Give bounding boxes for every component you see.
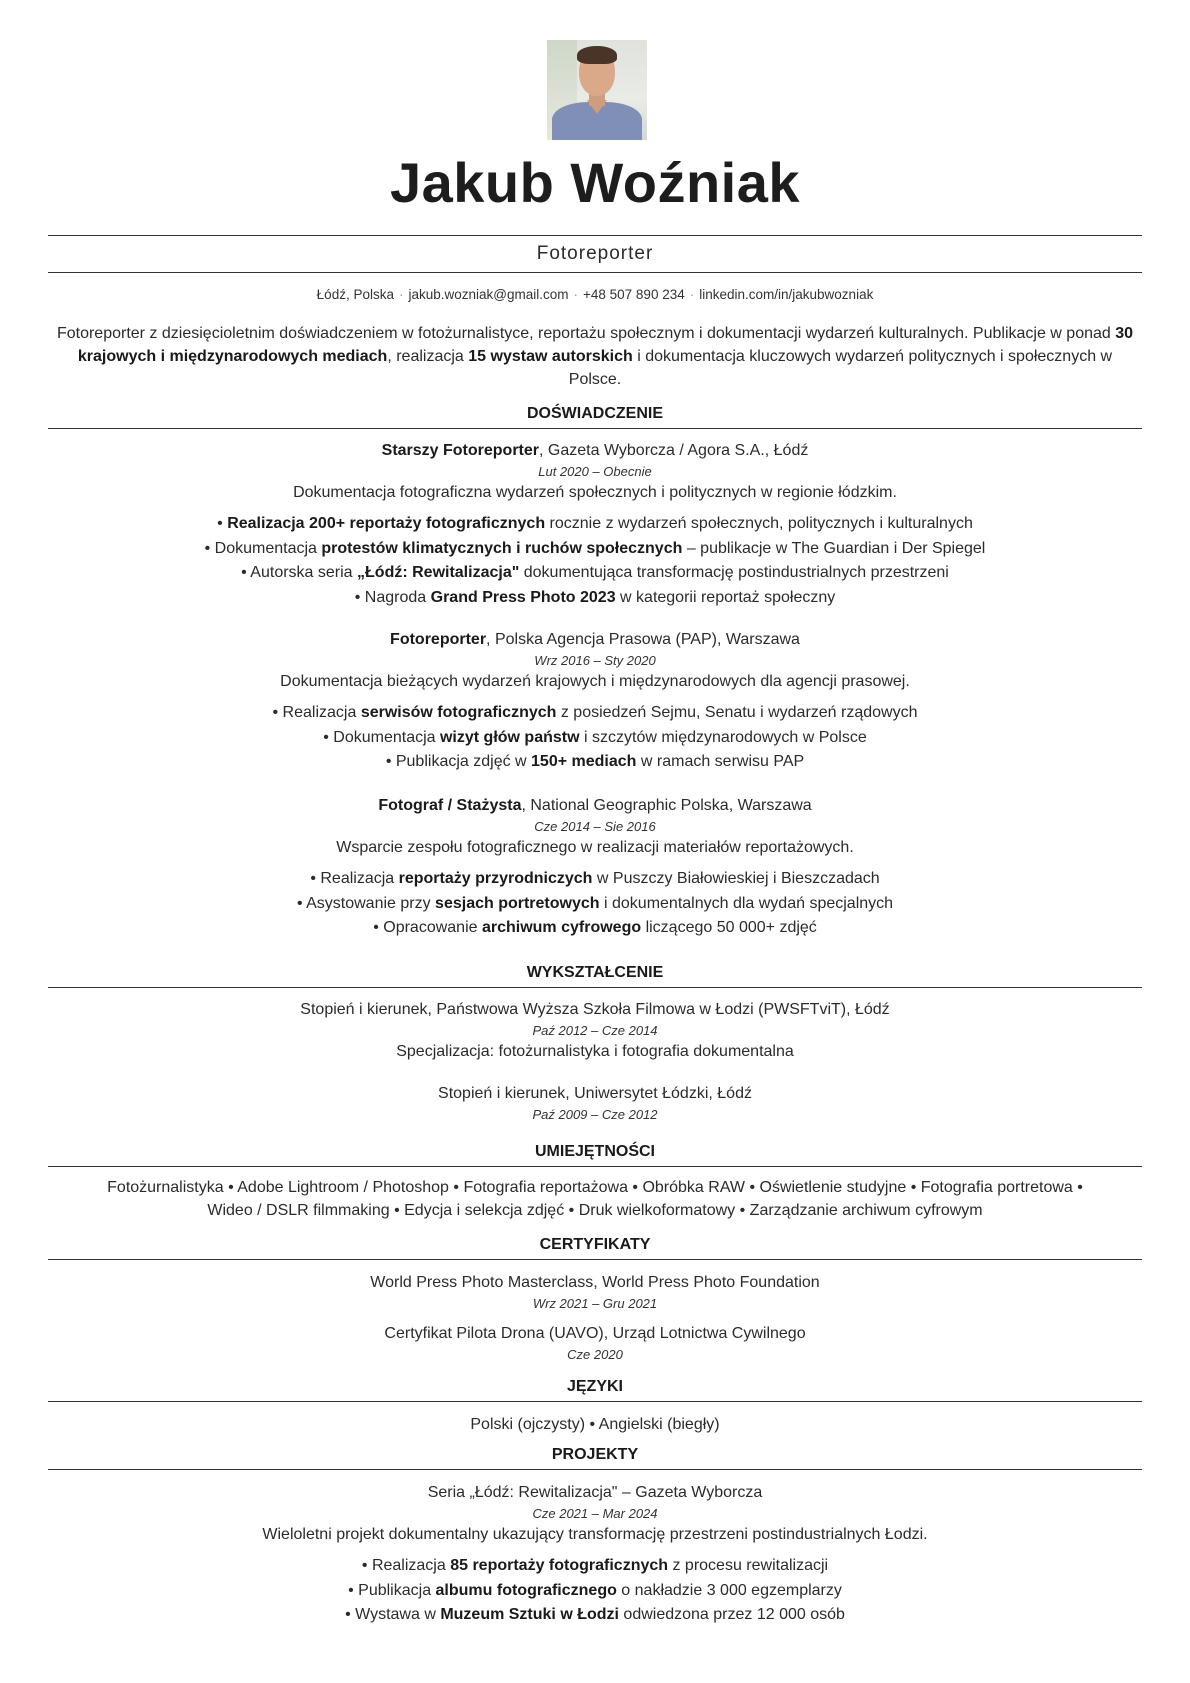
skills-list: Fotożurnalistyka • Adobe Lightroom / Photoshop • Fotografia reportażowa • Obróbka RAW • Oświetlenie studyjne • Fotografia portretowa • Wideo / DSLR filmmaking • Edycja i selekcja zdjęć • Druk wielkoformatowy • Zarządzanie archiwum cyfrowym [107,1179,1083,1219]
dates: Cze 2014 – Sie 2016 [534,819,656,834]
experience-item: Starszy Fotoreporter, Gazeta Wyborcza / Agora S.A., Łódź Lut 2020 – Obecnie Dokumentacja fotograficzna wydarzeń społecznych i politycznych w regionie łódzkim. • Realizacja 200+ reportaży fotograficznych rocznie z wydarzeń społecznych, politycznych i kulturalnych • Dokumentacja protestów klimatycznych i ruchów społecznych – publikacje w The Guardian i Der Spiegel • Autorska seria „Łódź: Rewitalizacja" dokumentująca transformację postindustrialnych przestrzeni • Nagroda Grand Press Photo 2023 w kategorii reportaż społeczny [48,440,1142,610]
education-item: Stopień i kierunek, Uniwersytet Łódzki, Łódź Paź 2009 – Cze 2012 [438,1085,752,1122]
job-title: Fotoreporter [48,235,1142,273]
certificate-item: Certyfikat Pilota Drona (UAVO), Urząd Lotnictwa Cywilnego Cze 2020 [384,1325,806,1362]
email-link[interactable]: jakub.wozniak@gmail.com [408,287,569,302]
bullet-list: • Realizacja 200+ reportaży fotograficznych rocznie z wydarzeń społecznych, politycznych i kulturalnych • Dokumentacja protestów klimatycznych i ruchów społecznych – publikacje w The Guardian i Der Spiegel • Autorska seria „Łódź: Rewitalizacja" dokumentująca transformację postindustrialnych przestrzeni • Nagroda Grand Press Photo 2023 w kategorii reportaż społeczny [204,515,986,606]
profile-photo [547,40,647,140]
bullet-list: • Realizacja serwisów fotograficznych z posiedzeń Sejmu, Senatu i wydarzeń rządowych • Dokumentacja wizyt głów państw i szczytów międzynarodowych w Polsce • Publikacja zdjęć w 150+ mediach w ramach serwisu PAP [272,704,918,770]
dates: Wrz 2016 – Sty 2020 [534,653,656,668]
summary: Fotoreporter z dziesięcioletnim doświadczeniem w fotożurnalistyce, reportażu społecznym i dokumentacji wydarzeń kulturalnych. Publikacje w ponad 30 krajowych i międzynarodowych mediach, realizacja 15 wystaw autorskich i dokumentacja kluczowych wydarzeń politycznych i społecznych w Polsce. [56,325,1134,388]
dates: Lut 2020 – Obecnie [538,464,652,479]
section-heading-skills: UMIEJĘTNOŚCI [48,1140,1142,1167]
section-heading-experience: DOŚWIADCZENIE [48,402,1142,429]
section-heading-projects: PROJEKTY [48,1443,1142,1470]
languages-list: Polski (ojczysty) • Angielski (biegły) [470,1416,720,1433]
section-heading-languages: JĘZYKI [48,1375,1142,1402]
experience-item: Fotoreporter, Polska Agencja Prasowa (PAP), Warszawa Wrz 2016 – Sty 2020 Dokumentacja bieżących wydarzeń krajowych i międzynarodowych dla agencji prasowej. • Realizacja serwisów fotograficznych z posiedzeń Sejmu, Senatu i wydarzeń rządowych • Dokumentacja wizyt głów państw i szczytów międzynarodowych w Polsce • Publikacja zdjęć w 150+ mediach w ramach serwisu PAP [48,629,1142,775]
education-item: Stopień i kierunek, Państwowa Wyższa Szkoła Filmowa w Łodzi (PWSFTviT), Łódź Paź 2012 – Cze 2014 Specjalizacja: fotożurnalistyka i fotografia dokumentalna [300,1001,890,1060]
contact-line: Łódź, Polska · jakub.wozniak@gmail.com · +48 507 890 234 · linkedin.com/in/jakubwozniak [316,287,874,302]
bullet-list: • Realizacja reportaży przyrodniczych w Puszczy Białowieskiej i Bieszczadach • Asystowanie przy sesjach portretowych i dokumentalnych dla wydań specjalnych • Opracowanie archiwum cyfrowego liczącego 50 000+ zdjęć [296,870,894,936]
section-heading-education: WYKSZTAŁCENIE [48,961,1142,988]
phone: +48 507 890 234 [583,287,685,302]
linkedin-link[interactable]: linkedin.com/in/jakubwozniak [699,287,874,302]
candidate-name: Jakub Woźniak [389,151,800,214]
section-heading-certificates: CERTYFIKATY [48,1233,1142,1260]
location: Łódź, Polska [316,287,394,302]
bullet-list: • Realizacja 85 reportaży fotograficznych z procesu rewitalizacji • Publikacja albumu fotograficznego o nakładzie 3 000 egzemplarzy • Wystawa w Muzeum Sztuki w Łodzi odwiedzona przez 12 000 osób [345,1557,845,1623]
experience-item: Fotograf / Stażysta, National Geographic Polska, Warszawa Cze 2014 – Sie 2016 Wsparcie zespołu fotograficznego w realizacji materiałów reportażowych. • Realizacja reportaży przyrodniczych w Puszczy Białowieskiej i Bieszczadach • Asystowanie przy sesjach portretowych i dokumentalnych dla wydań specjalnych • Opracowanie archiwum cyfrowego liczącego 50 000+ zdjęć [48,795,1142,941]
project-item: Seria „Łódź: Rewitalizacja" – Gazeta Wyborcza Cze 2021 – Mar 2024 Wieloletni projekt dokumentalny ukazujący transformację przestrzeni postindustrialnych Łodzi. • Realizacja 85 reportaży fotograficznych z procesu rewitalizacji • Publikacja albumu fotograficznego o nakładzie 3 000 egzemplarzy • Wystawa w Muzeum Sztuki w Łodzi odwiedzona przez 12 000 osób [48,1482,1142,1628]
certificate-item: World Press Photo Masterclass, World Press Photo Foundation Wrz 2021 – Gru 2021 [370,1274,820,1311]
